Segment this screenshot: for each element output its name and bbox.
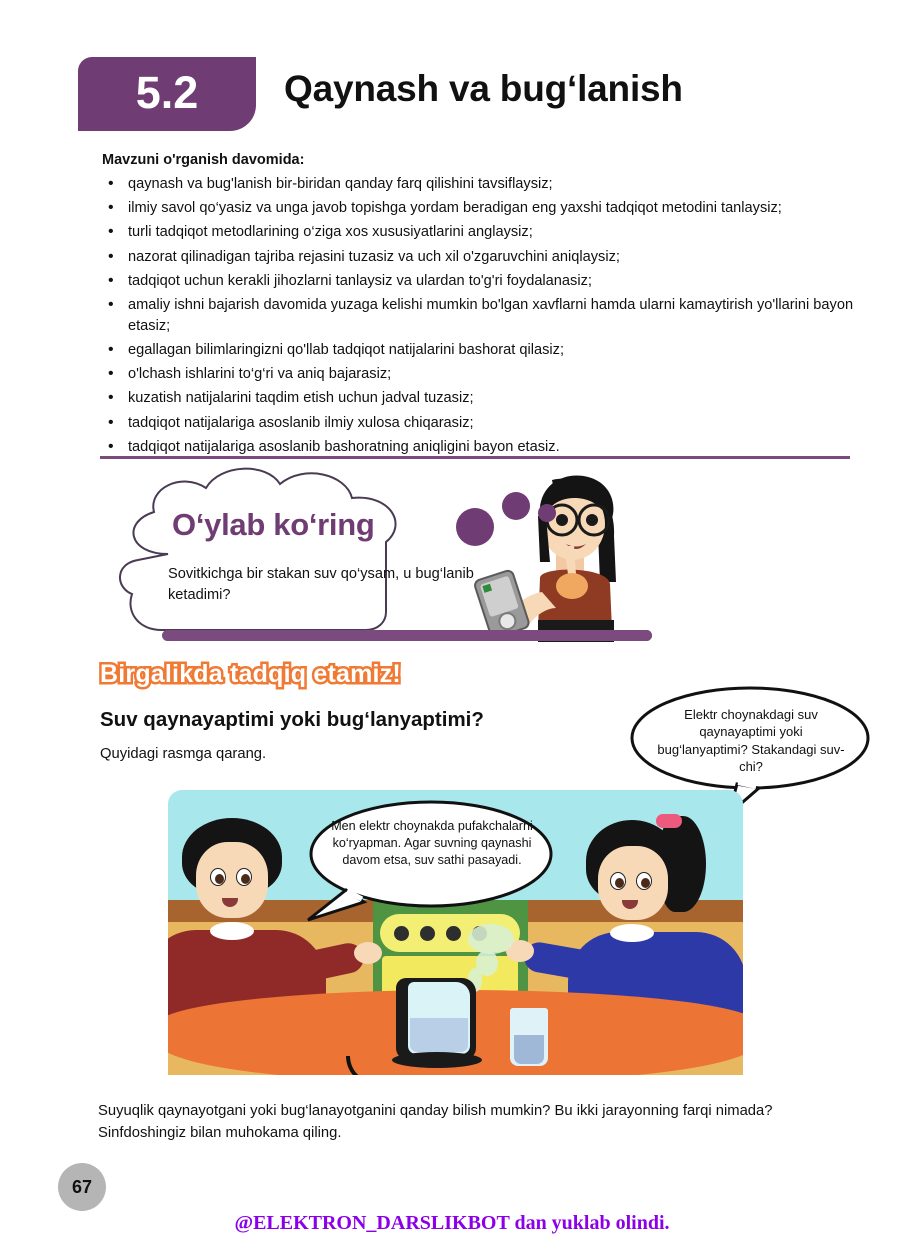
boy-speech-text: Men elektr choynakda pufakchalarni ko‘ryapman. Agar suvning qaynashi davom etsa, suv sathi pasayadi. <box>331 819 533 868</box>
girl-figure-icon <box>440 462 640 647</box>
thought-dot-small <box>538 504 556 522</box>
list-item: • tadqiqot uchun kerakli jihozlarni tanlaysiz va ulardan to'g'ri foydalanasiz; <box>102 271 862 292</box>
boy-hand <box>354 942 382 964</box>
objectives-heading: Mavzuni o'rganish davomida: <box>102 152 305 168</box>
section-divider-rule <box>100 456 850 459</box>
girl-eye <box>610 872 626 890</box>
glass-water <box>514 1035 544 1064</box>
list-item: • egallagan bilimlaringizni qo'llab tadqiqot natijalarini bashorat qilasiz; <box>102 340 862 361</box>
boy-mouth <box>222 898 238 907</box>
list-item: • amaliy ishni bajarish davomida yuzaga kelishi mumkin bo'lgan xavflarni hamda ularni kamaytirish yo'llarini bayon etasiz; <box>102 295 862 336</box>
boy-eye <box>210 868 226 886</box>
investigate-banner: Birgalikda tadqiq etamiz! <box>100 660 401 688</box>
page-number: 67 <box>58 1163 106 1211</box>
question-bubble-text: Elektr choynakdagi suv qaynayaptimi yoki bug‘lanyaptimi? Stakandagi suv-chi? <box>657 707 845 775</box>
kettle-water <box>410 1018 468 1052</box>
girl-thinking-illustration <box>440 462 640 647</box>
girl-mouth <box>622 900 638 909</box>
boy-speech-bubble <box>306 798 556 916</box>
investigate-note: Quyidagi rasmga qarang. <box>100 746 267 762</box>
discussion-prompt: Suyuqlik qaynayotgani yoki bug‘lanayotganini qanday bilish mumkin? Bu ikki jarayonning farqi nimada? Sinfdoshingiz bilan muhokama qiling. <box>98 1103 773 1142</box>
learning-objectives <box>102 152 862 461</box>
chapter-number: 5.2 <box>135 66 199 118</box>
girl-hair-tie <box>656 814 682 828</box>
experiment-illustration <box>168 790 743 1075</box>
list-item: • ilmiy savol qo‘yasiz va unga javob topishga yordam beradigan eng yaxshi tadqiqot metodini tanlaysiz; <box>102 198 862 219</box>
section-bottom-bar-segment <box>452 630 652 641</box>
list-item: • tadqiqot natijalariga asoslanib bashoratning aniqligini bayon etasiz. <box>102 437 862 458</box>
list-item: • o'lchash ishlarini to‘g‘ri va aniq bajarasiz; <box>102 364 862 385</box>
chapter-number-badge <box>78 57 256 131</box>
think-section-body: Sovitkichga bir stakan suv qo‘ysam, u bug‘lanib ketadimi? <box>168 566 474 604</box>
thought-dot-medium <box>502 492 530 520</box>
kettle-base <box>392 1052 482 1068</box>
objectives-list <box>102 174 862 458</box>
page-title: Qaynash va bug‘lanish <box>284 68 683 109</box>
think-section-title: O‘ylab ko‘ring <box>172 507 375 542</box>
boy-eye <box>236 868 252 886</box>
boy-collar <box>210 922 254 940</box>
list-item: • turli tadqiqot metodlarining o‘ziga xos xususiyatlarini anglaysiz; <box>102 222 862 243</box>
boy-face <box>196 842 268 918</box>
footer-watermark: @ELEKTRON_DARSLIKBOT dan yuklab olindi. <box>234 1212 670 1234</box>
investigate-heading: Suv qaynayaptimi yoki bug‘lanyaptimi? <box>100 708 484 731</box>
page-header <box>0 57 904 133</box>
girl-eye <box>636 872 652 890</box>
girl-collar <box>610 924 654 942</box>
girl-face <box>598 846 668 920</box>
thought-dot-large <box>456 508 494 546</box>
list-item: • kuzatish natijalarini taqdim etish uchun jadval tuzasiz; <box>102 388 862 409</box>
list-item: • qaynash va bug'lanish bir-biridan qanday farq qilishini tavsiflaysiz; <box>102 174 862 195</box>
list-item: • tadqiqot natijalariga asoslanib ilmiy xulosa chiqarasiz; <box>102 413 862 434</box>
list-item: • nazorat qilinadigan tajriba rejasini tuzasiz va uch xil o'zgaruvchini aniqlaysiz; <box>102 247 862 268</box>
